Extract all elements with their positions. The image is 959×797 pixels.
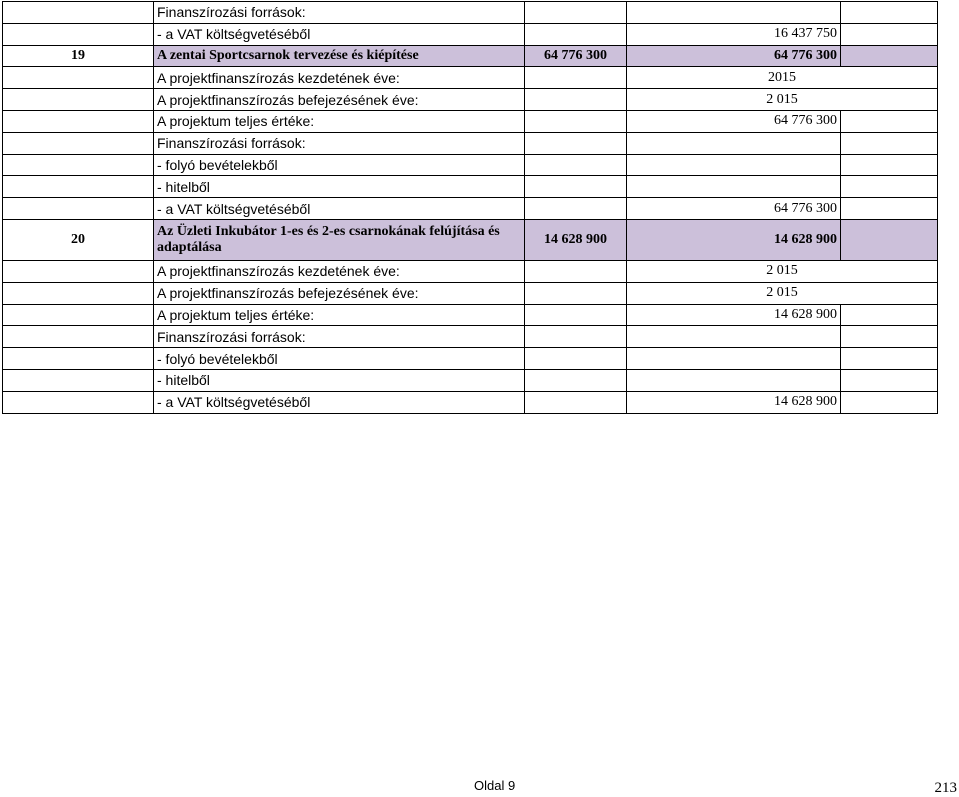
table-row [3,89,938,111]
cost-cell [525,369,627,391]
row-number [3,369,154,391]
footer-page-number: 213 [934,780,957,796]
table-row [3,282,938,304]
value-cell [627,132,841,154]
value-cell [627,369,841,391]
table-row [3,304,938,326]
value-cell [627,154,841,176]
row-number [3,110,154,132]
row-label: - folyó bevételekből [154,348,525,370]
row-label: A projektfinanszírozás kezdetének éve: [154,260,525,282]
row-label: - a VAT költségvetéséből [154,198,525,220]
value-cell: 14 628 900 [627,391,841,413]
row-number [3,391,154,413]
row-label: Finanszírozási források: [154,326,525,348]
empty-cell [841,198,938,220]
empty-cell [841,326,938,348]
cost-cell [525,132,627,154]
value-cell: 14 628 900 [627,219,841,260]
empty-cell [841,2,938,24]
cost-cell [525,304,627,326]
row-label: - a VAT költségvetéséből [154,23,525,45]
row-number [3,23,154,45]
row-label: Az Üzleti Inkubátor 1-es és 2-es csarnokának felújítása és adaptálása [154,219,525,260]
cost-cell [525,154,627,176]
table-row [3,45,938,67]
table-row [3,391,938,413]
table-row [3,326,938,348]
cost-cell [525,391,627,413]
cost-cell: 64 776 300 [525,45,627,67]
table-row [3,2,938,24]
row-number [3,260,154,282]
footer-page-label: Oldal 9 [474,778,516,793]
table-row [3,348,938,370]
cost-cell [525,282,627,304]
row-number [3,67,154,89]
row-label: A projektum teljes értéke: [154,304,525,326]
empty-cell [841,369,938,391]
value-cell: 16 437 750 [627,23,841,45]
cost-cell [525,326,627,348]
value-cell: 2 015 [627,260,938,282]
table-row [3,132,938,154]
table-row [3,176,938,198]
cost-cell [525,260,627,282]
empty-cell [841,304,938,326]
cost-cell [525,198,627,220]
row-number: 19 [3,45,154,67]
table-row [3,23,938,45]
cost-cell [525,67,627,89]
row-label: A projektfinanszírozás kezdetének éve: [154,67,525,89]
row-label: A projektfinanszírozás befejezésének éve: [154,282,525,304]
row-number [3,348,154,370]
empty-cell [841,348,938,370]
row-number [3,282,154,304]
row-label: Finanszírozási források: [154,2,525,24]
value-cell: 64 776 300 [627,198,841,220]
row-number [3,132,154,154]
row-number [3,89,154,111]
cost-cell [525,176,627,198]
empty-cell [841,176,938,198]
row-label: A zentai Sportcsarnok tervezése és kiépítése [154,45,525,67]
value-cell [627,176,841,198]
row-number [3,154,154,176]
row-number [3,176,154,198]
empty-cell [841,154,938,176]
row-label: - hitelből [154,369,525,391]
empty-cell [841,132,938,154]
table-row [3,154,938,176]
row-number [3,304,154,326]
empty-cell [841,23,938,45]
row-label: A projektfinanszírozás befejezésének éve: [154,89,525,111]
table-row [3,260,938,282]
row-number [3,326,154,348]
project-table [2,1,938,414]
cost-cell: 14 628 900 [525,219,627,260]
cost-cell [525,110,627,132]
row-label: Finanszírozási források: [154,132,525,154]
row-number: 20 [3,219,154,260]
value-cell [627,348,841,370]
cost-cell [525,348,627,370]
value-cell [627,326,841,348]
value-cell: 64 776 300 [627,45,841,67]
value-cell: 2 015 [627,282,938,304]
table-row [3,198,938,220]
table-row [3,219,938,260]
cost-cell [525,89,627,111]
value-cell: 64 776 300 [627,110,841,132]
table-row [3,369,938,391]
value-cell [627,2,841,24]
row-label: A projektum teljes értéke: [154,110,525,132]
row-label: - folyó bevételekből [154,154,525,176]
row-label: - hitelből [154,176,525,198]
row-label: - a VAT költségvetéséből [154,391,525,413]
table-row [3,67,938,89]
value-cell: 14 628 900 [627,304,841,326]
empty-cell [841,110,938,132]
value-cell: 2 015 [627,89,938,111]
table-row [3,110,938,132]
value-cell: 2015 [627,67,938,89]
cost-cell [525,2,627,24]
cost-cell [525,23,627,45]
row-number [3,198,154,220]
empty-cell [841,219,938,260]
row-number [3,2,154,24]
empty-cell [841,45,938,67]
empty-cell [841,391,938,413]
